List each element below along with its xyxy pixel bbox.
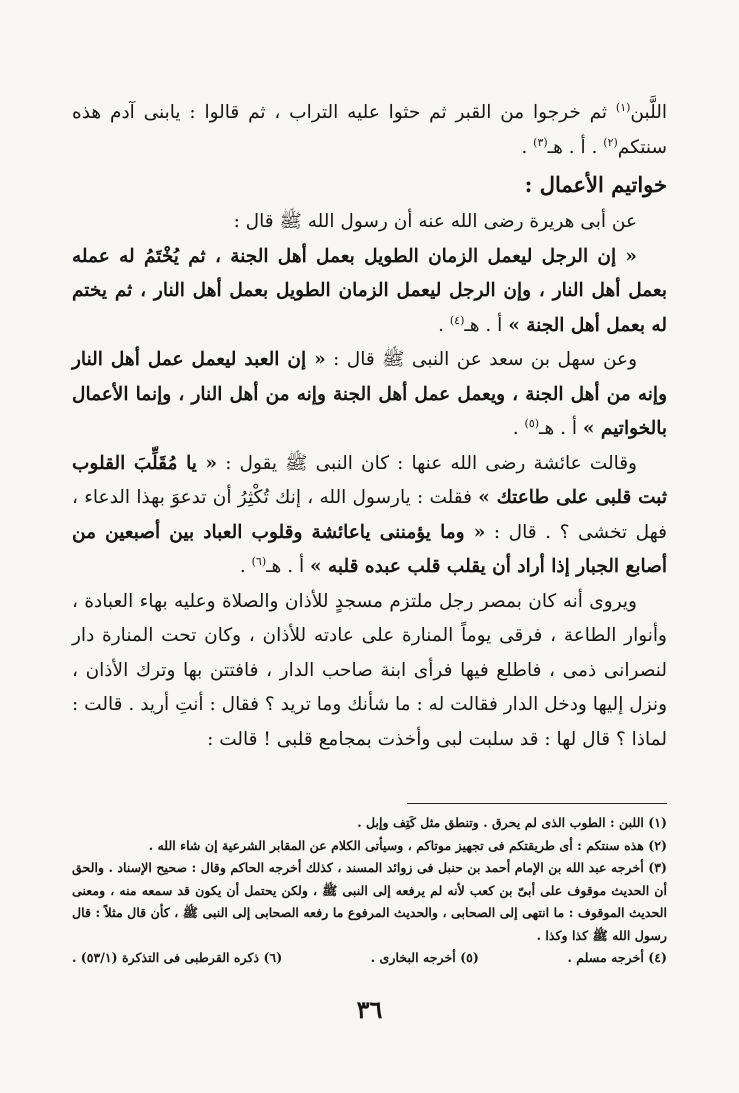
footnote-3: (٣) أخرجه عبد الله بن الإمام أحمد بن حنبل فى زوائد المسند ، كذلك أخرجه الحاكم وقال : صحيح الإسناد . والحق أن الحديث موقوف على أبىّ بن كعب لأنه لم يرفعه إلى النبى ﷺ ، ولكن يحتمل أن يكون قد سمعه منه ، ومعنى الحديث الموقوف : ما انتهى إلى الصحابى ، والحديث المرفوع ما رفعه الصحابى إلى النبى ﷺ ، كأن قال مثلاً : قال رسول الله ﷺ كذا وكذا . — [72, 860, 667, 943]
hadith2-body: وعن سهل بن سعد عن النبى ﷺ قال : « إن العبد ليعمل عمل أهل النار وإنه من أهل الجنة ، ويعمل عمل أهل الجنة وإنه من أهل النار ، وإنما الأعمال بالخواتيم » أ . هـ$^{(٥)}$ . — [72, 349, 667, 439]
section-heading: خواتيم الأعمال : — [524, 172, 667, 197]
footnote-2: (٢) هذه سنتكم : أى طريقتكم فى تجهيز موتاكم ، وسيأتى الكلام عن المقابر الشرعية إن شاء الله . — [148, 837, 667, 853]
footnote-row — [72, 947, 667, 970]
hadith1-intro: عن أبى هريرة رضى الله عنه أن رسول الله ﷺ قال : — [233, 211, 637, 232]
main-text — [72, 96, 667, 757]
footnote-4: (٤) أخرجه مسلم . — [567, 950, 667, 965]
story-paragraph: ويروى أنه كان بمصر رجل ملتزم مسجدٍ للأذان والصلاة وعليه بهاء العبادة ، وأنوار الطاعة ، فرقى يوماً المنارة على عادته للأذان ، وكان تحت المنارة دار لنصرانى ذمى ، فاطلع فيها فرأى ابنة صاحب الدار ، فافتتن بها وترك الأذان ، ونزل إليها ودخل الدار فقالت له : ما شأنك وما تريد ؟ فقال : أنتِ أريد . قالت : لماذا ؟ قال لها : قد سلبت لبى وأخذت بمجامع قلبى ! قالت : — [72, 590, 667, 750]
intro-paragraph: اللَّبن$^{(١)}$ ثم خرجوا من القبر ثم حثوا عليه التراب ، ثم قالوا : يابنى آدم هذه سنتكم$^{(٢)}$ . أ . هـ$^{(٣)}$ . — [72, 100, 667, 158]
page-number: ٣٦ — [356, 995, 383, 1024]
footnote-divider — [407, 803, 667, 804]
footnote-1: (١) اللبن : الطوب الذى لم يحرق . وتنطق مثل كَتِف وإبل . — [357, 815, 667, 830]
hadith1-body: « إن الرجل ليعمل الزمان الطويل بعمل أهل الجنة ، ثم يُخْتَمُ له عمله بعمل أهل النار ، وإن الرجل ليعمل الزمان الطويل بعمل أهل النار ، ثم يختم له بعمل أهل الجنة » أ . هـ$^{(٤)}$ . — [72, 245, 667, 336]
footnote-6: (٦) ذكره القرطبى فى التذكرة (٥٣/١) . — [72, 950, 283, 965]
footnote-5: (٥) أخرجه البخارى . — [370, 950, 479, 965]
footnotes — [72, 812, 667, 970]
hadith3-body: وقالت عائشة رضى الله عنها : كان النبى ﷺ يقول : « يا مُقَلِّبَ القلوب ثبت قلبى على طاعتك » فقلت : يارسول الله ، إنك تُكْثِرُ أن تدعوَ بهذا الدعاء ، فهل تخشى ؟ . قال : « وما يؤمننى ياعائشة وقلوب العباد بين أصبعين من أصابع الجبار إذا أراد أن يقلب قلب عبده قلبه » أ . هـ$^{(٦)}$ . — [72, 452, 667, 577]
